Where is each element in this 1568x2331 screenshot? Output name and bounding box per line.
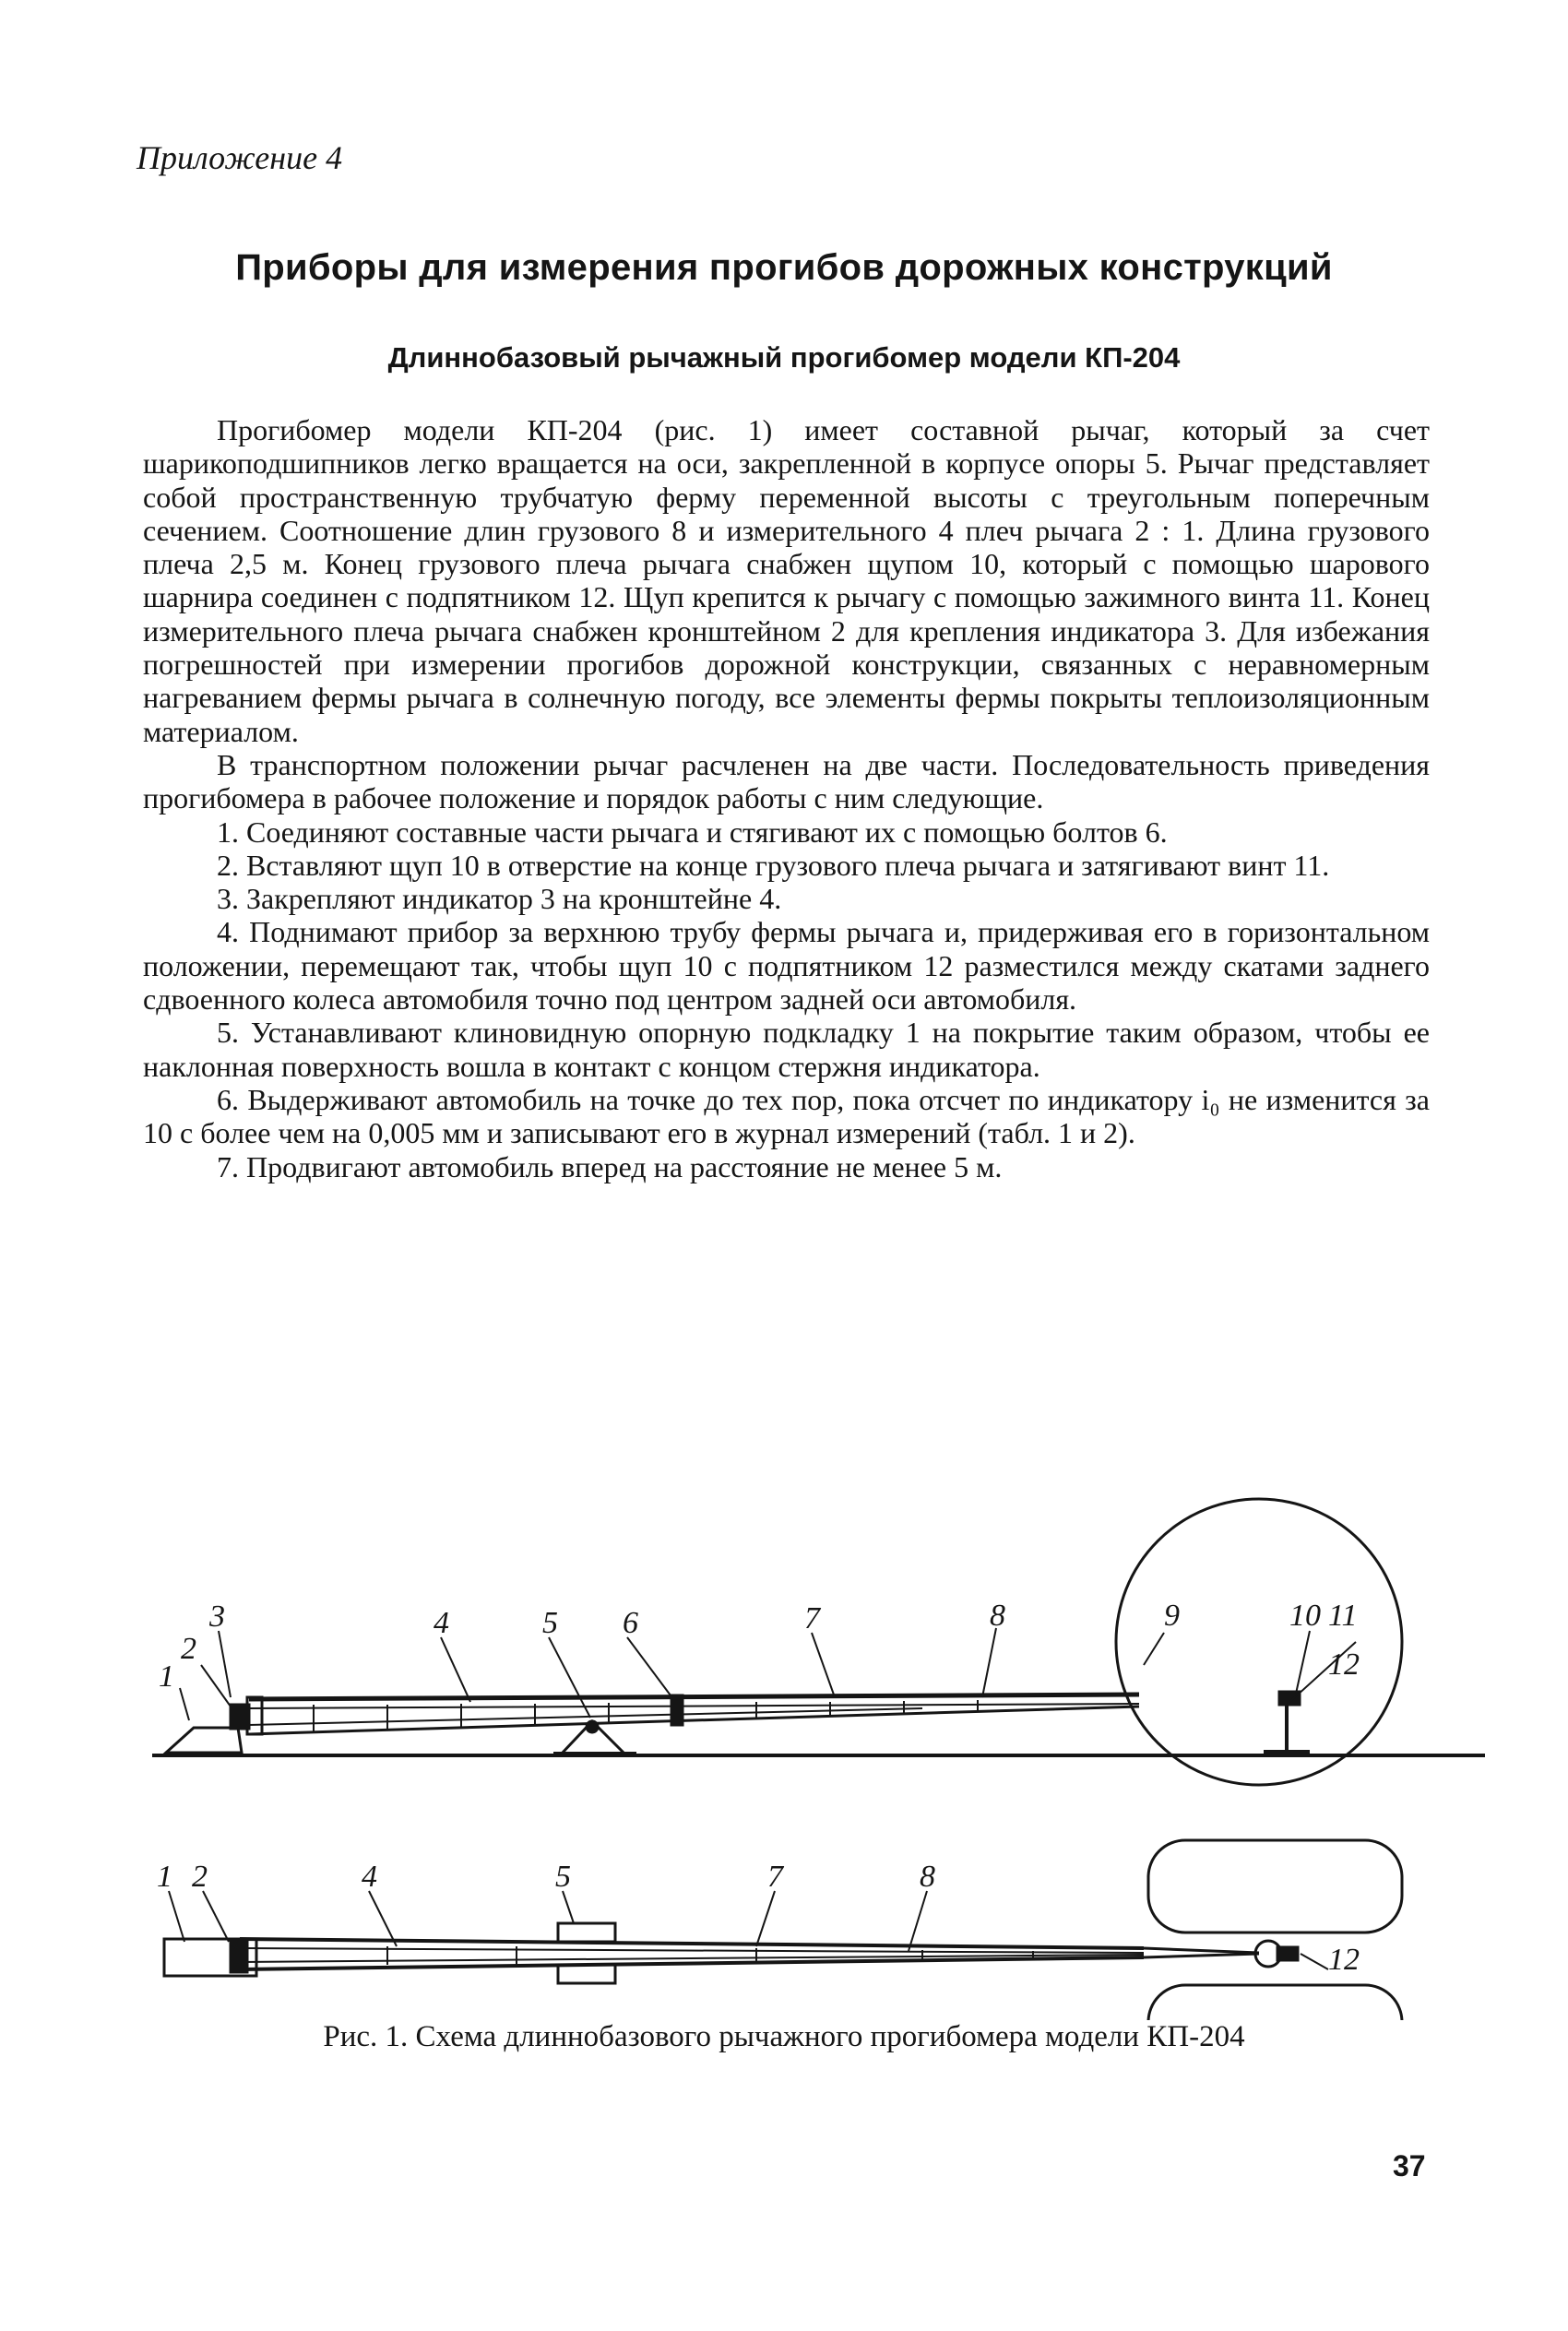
plan-label-8: 8 [920, 1860, 935, 1894]
page-title: Приборы для измерения прогибов дорожных конструкций [235, 247, 1333, 288]
plan-label-12: 12 [1328, 1943, 1360, 1977]
label-4: 4 [434, 1606, 449, 1640]
upper-tube [249, 1695, 1139, 1699]
label-9: 9 [1164, 1599, 1180, 1633]
list-item: 7. Продвигают автомобиль вперед на расстояние не менее 5 м. [217, 1149, 1003, 1183]
page-number: 37 [1393, 2149, 1426, 2182]
label-8: 8 [990, 1599, 1005, 1633]
plan-label-7: 7 [767, 1860, 783, 1894]
plan-rail-top [240, 1939, 1144, 1948]
label-2: 2 [181, 1632, 196, 1666]
label-3: 3 [209, 1600, 225, 1634]
pivot-plan [558, 1923, 615, 1942]
list-item: 2. Вставляют щуп 10 в отверстие на конце грузового плеча рычага и затягивают винт 11. [217, 848, 1330, 882]
paragraph: Прогибомер модели КП-204 (рис. 1) имеет составной рычаг, который за счет шарикоподшипников легко вращается на оси, закрепленной в корпусе опоры 5. Рычаг представляет собой пространственную трубчатую ферму переменной высоты с треугольным поперечным сечением. Соотношение длин грузового 8 и измерительного 4 плеч рычага 2 : 1. Длина грузового плеча 2,5 м. Конец грузового плеча рычага снабжен щупом 10, который с помощью шарового шарнира соединен с подпятником 12. Щуп крепится к рычагу с помощью зажимного винта 11. Конец измерительного плеча рычага снабжен кронштейном 2 для крепления индикатора 3. Для избежания погрешностей при измерении прогибов дорожной конструкции, связанных с неравномерным нагреванием фермы рычага в солнечную погоду, все элементы фермы покрыты теплоизоляционным материалом. [143, 413, 1430, 748]
label-10: 10 [1289, 1599, 1321, 1633]
wheel-outline-top [1148, 1840, 1402, 1933]
deflectometer-diagram [0, 1467, 1568, 2020]
plan-label-1: 1 [157, 1860, 172, 1894]
body-text [143, 413, 1430, 1183]
bolts [671, 1695, 683, 1725]
plan-label-5: 5 [555, 1860, 571, 1894]
list-item: 1. Соединяют составные части рычага и стягивают их с помощью болтов 6. [217, 815, 1168, 849]
lower-tube [249, 1707, 1139, 1734]
label-1: 1 [159, 1659, 174, 1694]
plan-label-2: 2 [192, 1860, 208, 1894]
list-item: 5. Устанавливают клиновидную опорную подкладку 1 на покрытие таким образом, чтобы ее наклонная поверхность вошла в контакт с концом стержня индикатора. [143, 1016, 1430, 1083]
label-12: 12 [1328, 1647, 1360, 1682]
appendix-label: Приложение 4 [137, 139, 343, 176]
plan-label-4: 4 [362, 1860, 377, 1894]
paragraph: В транспортном положении рычаг расчленен на две части. Последовательность приведения прогибомера в рабочее положение и порядок работы с ним следующие. [143, 747, 1430, 815]
label-11: 11 [1328, 1599, 1358, 1633]
label-7: 7 [804, 1601, 820, 1635]
figure-caption: Рис. 1. Схема длиннобазового рычажного прогибомера модели КП-204 [323, 2020, 1245, 2053]
list-item: 3. Закрепляют индикатор 3 на кронштейне 4. [217, 882, 782, 916]
label-5: 5 [542, 1606, 558, 1640]
label-6: 6 [623, 1606, 638, 1640]
list-item: 4. Поднимают прибор за верхнюю трубу фермы рычага и, придерживая его в горизонтальном положении, перемещают так, чтобы щуп 10 с подпятником 12 разместился между скатами заднего сдвоенного колеса автомобиля точно под центром задней оси автомобиля. [143, 915, 1430, 1017]
section-subtitle: Длиннобазовый рычажный прогибомер модели КП-204 [387, 341, 1181, 374]
list-item: 6. Выдерживают автомобиль на точке до тех пор, пока отсчет по индикатору i₀ не изменится за 10 с более чем на 0,005 мм и записывают его в журнал измерений (табл. 1 и 2). [143, 1082, 1431, 1150]
wedge-support [166, 1728, 242, 1753]
wheel-outline-bottom [1148, 1985, 1402, 2020]
